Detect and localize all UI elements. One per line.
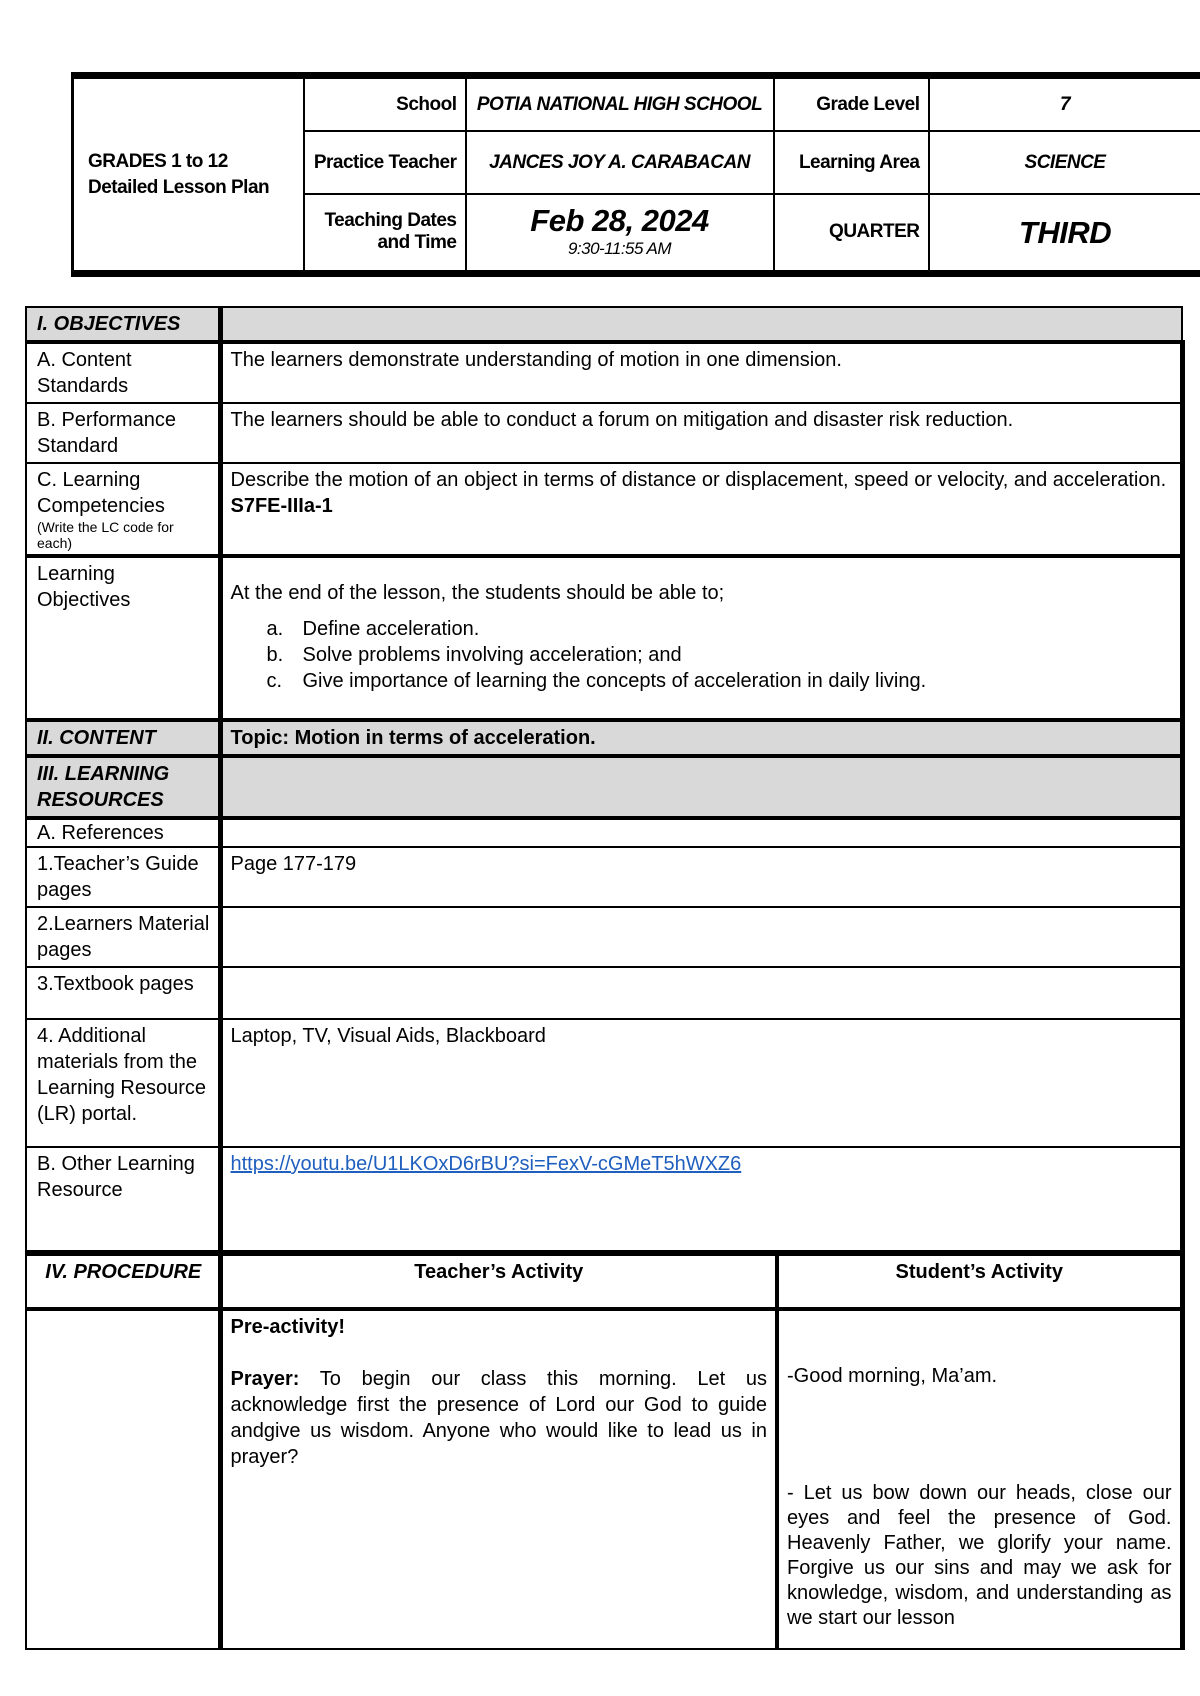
header-title [73,76,304,274]
school-label: School [304,76,466,132]
resources-heading-fill [220,756,1182,818]
teachers-guide-label: 1.Teacher’s Guide pages [26,847,220,907]
learning-competencies-code: S7FE-IIIa-1 [230,495,333,517]
objectives-heading-fill [220,307,1182,342]
dates-label: Teaching Dates and Time [304,194,466,274]
learners-material-value [220,907,1182,967]
list-item [267,616,1172,642]
lesson-plan-header [71,72,1200,277]
learning-competencies-note: (Write the LC code for each) [37,519,174,551]
student-greeting: -Good morning, Ma’am. [787,1365,998,1387]
date-time-cell [466,194,774,274]
additional-materials-value: Laptop, TV, Visual Aids, Blackboard [220,1019,1182,1147]
grade-value: 7 [929,76,1200,132]
resources-heading: III. LEARNING RESOURCES [26,756,220,818]
quarter-label: QUARTER [774,194,929,274]
teacher-activity-header: Teacher’s Activity [220,1253,777,1309]
grade-label: Grade Level [774,76,929,132]
header-title-line2: Detailed Lesson Plan [88,176,270,198]
area-value: SCIENCE [929,131,1200,193]
learning-objectives-intro: At the end of the lesson, the students should be able to; [230,582,725,604]
other-resource-cell [220,1147,1182,1253]
textbook-label: 3.Textbook pages [26,967,220,1019]
teachers-guide-value: Page 177-179 [220,847,1182,907]
prayer-label: Prayer: [230,1368,300,1390]
list-item-text: Give importance of learning the concepts of acceleration in daily living. [302,670,927,692]
content-standards-label: A. Content Standards [26,342,220,403]
date-value: Feb 28, 2024 [530,203,709,239]
performance-standard-label: B. Performance Standard [26,403,220,463]
list-item [267,642,1172,668]
student-activity-header: Student’s Activity [777,1253,1182,1309]
time-value: 9:30-11:55 AM [567,239,672,259]
other-resource-link[interactable]: https://youtu.be/U1LKOxD6rBU?si=FexV-cGMeT5hWXZ6 [230,1153,742,1175]
list-item [267,668,1172,694]
header-title-line1: GRADES 1 to 12 [88,150,228,172]
procedure-label-empty [26,1309,220,1649]
student-activity-cell [777,1309,1182,1649]
learning-objectives-label: Learning Objectives [26,556,220,720]
other-resource-label: B. Other Learning Resource [26,1147,220,1253]
learning-competencies-text: Describe the motion of an object in terms of distance or displacement, speed or velocity, and acceleration. [230,469,1167,491]
content-heading: II. CONTENT [26,720,220,756]
quarter-value: THIRD [929,194,1200,274]
content-standards-text: The learners demonstrate understanding of motion in one dimension. [220,342,1182,403]
teacher-value: JANCES JOY A. CARABACAN [466,131,774,193]
performance-standard-text: The learners should be able to conduct a forum on mitigation and disaster risk reduction. [220,403,1182,463]
list-item-text: Solve problems involving acceleration; and [302,644,682,666]
content-topic: Topic: Motion in terms of acceleration. [220,720,1182,756]
learning-objectives-cell [220,556,1182,720]
area-label: Learning Area [774,131,929,193]
textbook-value [220,967,1182,1019]
teacher-activity-cell [220,1309,777,1649]
list-marker: b. [266,644,284,666]
additional-materials-label: 4. Additional materials from the Learning Resource (LR) portal. [26,1019,220,1147]
learning-competencies-cell [220,463,1182,556]
objectives-heading: I. OBJECTIVES [26,307,220,342]
school-value: POTIA NATIONAL HIGH SCHOOL [466,76,774,132]
student-prayer: - Let us bow down our heads, close our eyes and feel the presence of God. Heavenly Father, we glorify your name. Forgive us our sins and may we ask for knowledge, wisdom, and understanding as we start our lesson [787,1482,1172,1629]
teacher-label: Practice Teacher [304,131,466,193]
references-label: A. References [26,818,220,847]
learning-objectives-list [231,616,1172,694]
learners-material-label: 2.Learners Material pages [26,907,220,967]
prayer-text: To begin our class this morning. Let us acknowledge first the presence of Lord our God to guide andgive us wisdom. Anyone who would like to lead us in prayer? [230,1368,767,1468]
learning-competencies-label: C. Learning Competencies [37,469,165,517]
list-item-text: Define acceleration. [302,618,480,640]
references-value [220,818,1182,847]
procedure-heading: IV. PROCEDURE [26,1253,220,1309]
prayer-paragraph [231,1366,768,1470]
list-marker: a. [266,618,284,640]
list-marker: c. [266,670,283,692]
lesson-plan-body [25,306,1185,1650]
learning-competencies-label-cell [26,463,220,556]
pre-activity-heading: Pre-activity! [230,1316,345,1338]
